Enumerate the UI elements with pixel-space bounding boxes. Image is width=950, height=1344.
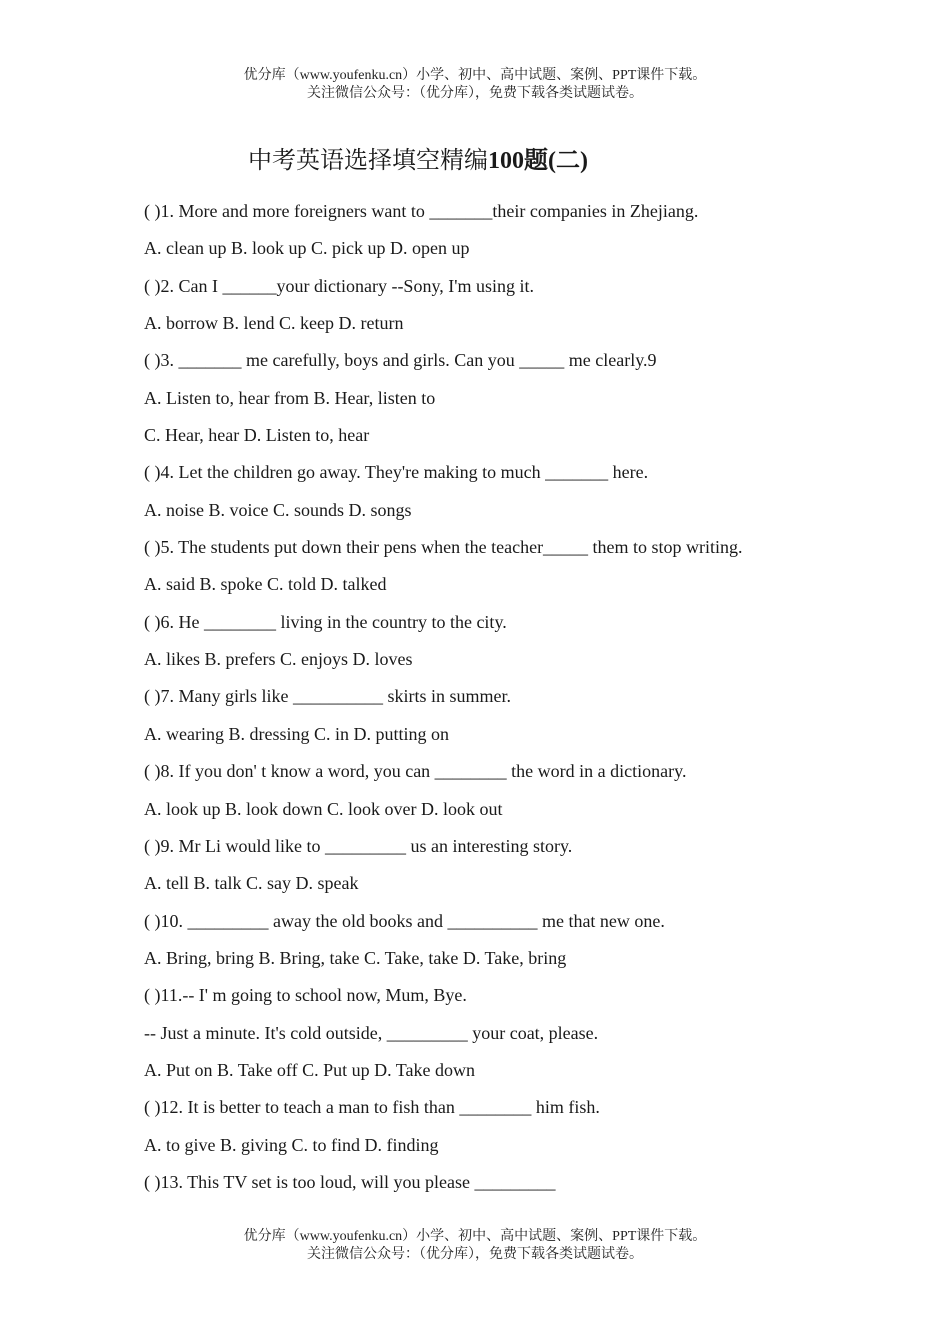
question-2-options: A. borrow B. lend C. keep D. return [144,313,404,334]
question-3-options-b: C. Hear, hear D. Listen to, hear [144,425,370,446]
header-line-2: 关注微信公众号：（优分库），免费下载各类试题试卷。 [307,86,643,101]
question-9-stem: ( )9. Mr Li would like to _________ us an interesting story. [144,835,573,856]
question-11-dialogue: -- Just a minute. It's cold outside, _________ your coat, please. [144,1022,599,1043]
question-5-stem: ( )5. The students put down their pens when the teacher_____ them to stop writing. [144,537,743,558]
question-11-options: A. Put on B. Take off C. Put up D. Take down [144,1059,475,1080]
title-suffix: 题(二) [524,148,588,174]
question-12-options: A. to give B. giving C. to find D. finding [144,1134,439,1155]
question-3-stem: ( )3. _______ me carefully, boys and girls. Can you _____ me clearly.9 [144,350,657,371]
question-9-options: A. tell B. talk C. say D. speak [144,873,359,894]
question-12-stem: ( )12. It is better to teach a man to fish than ________ him fish. [144,1097,600,1118]
question-13-stem: ( )13. This TV set is too loud, will you please _________ [144,1171,556,1192]
question-8-options: A. look up B. look down C. look over D. look out [144,798,503,819]
footer-line-1: 优分库（www.youfenku.cn）小学、初中、高中试题、案例、PPT课件下载。 [243,1229,707,1244]
footer-line-2: 关注微信公众号：（优分库），免费下载各类试题试卷。 [307,1247,643,1262]
question-6-stem: ( )6. He ________ living in the country to the city. [144,611,507,632]
question-1-stem: ( )1. More and more foreigners want to _______their companies in Zhejiang. [144,201,699,221]
question-4-stem: ( )4. Let the children go away. They're making to much _______ here. [144,462,649,483]
page-header [0,67,950,103]
question-7-stem: ( )7. Many girls like __________ skirts in summer. [144,686,511,707]
header-line-1: 优分库（www.youfenku.cn）小学、初中、高中试题、案例、PPT课件下载。 [243,68,707,83]
question-3-options-a: A. Listen to, hear from B. Hear, listen to [144,387,436,408]
question-5-options: A. said B. spoke C. told D. talked [144,574,387,595]
question-list [144,198,824,1206]
question-7-options: A. wearing B. dressing C. in D. putting on [144,723,449,744]
question-2-stem: ( )2. Can I ______your dictionary --Sony, I'm using it. [144,275,535,296]
question-10-options: A. Bring, bring B. Bring, take C. Take, take D. Take, bring [144,947,567,968]
question-11-stem: ( )11.-- I' m going to school now, Mum, Bye. [144,985,467,1006]
question-1-options: A. clean up B. look up C. pick up D. open up [144,238,470,259]
question-6-options: A. likes B. prefers C. enjoys D. loves [144,649,413,670]
page-title [248,144,588,178]
title-number: 100 [488,148,524,174]
question-4-options: A. noise B. voice C. sounds D. songs [144,499,412,520]
page-footer [0,1228,950,1264]
question-10-stem: ( )10. _________ away the old books and __________ me that new one. [144,910,665,931]
question-8-stem: ( )8. If you don' t know a word, you can ________ the word in a dictionary. [144,761,687,782]
title-prefix: 中考英语选择填空精编 [248,148,488,174]
